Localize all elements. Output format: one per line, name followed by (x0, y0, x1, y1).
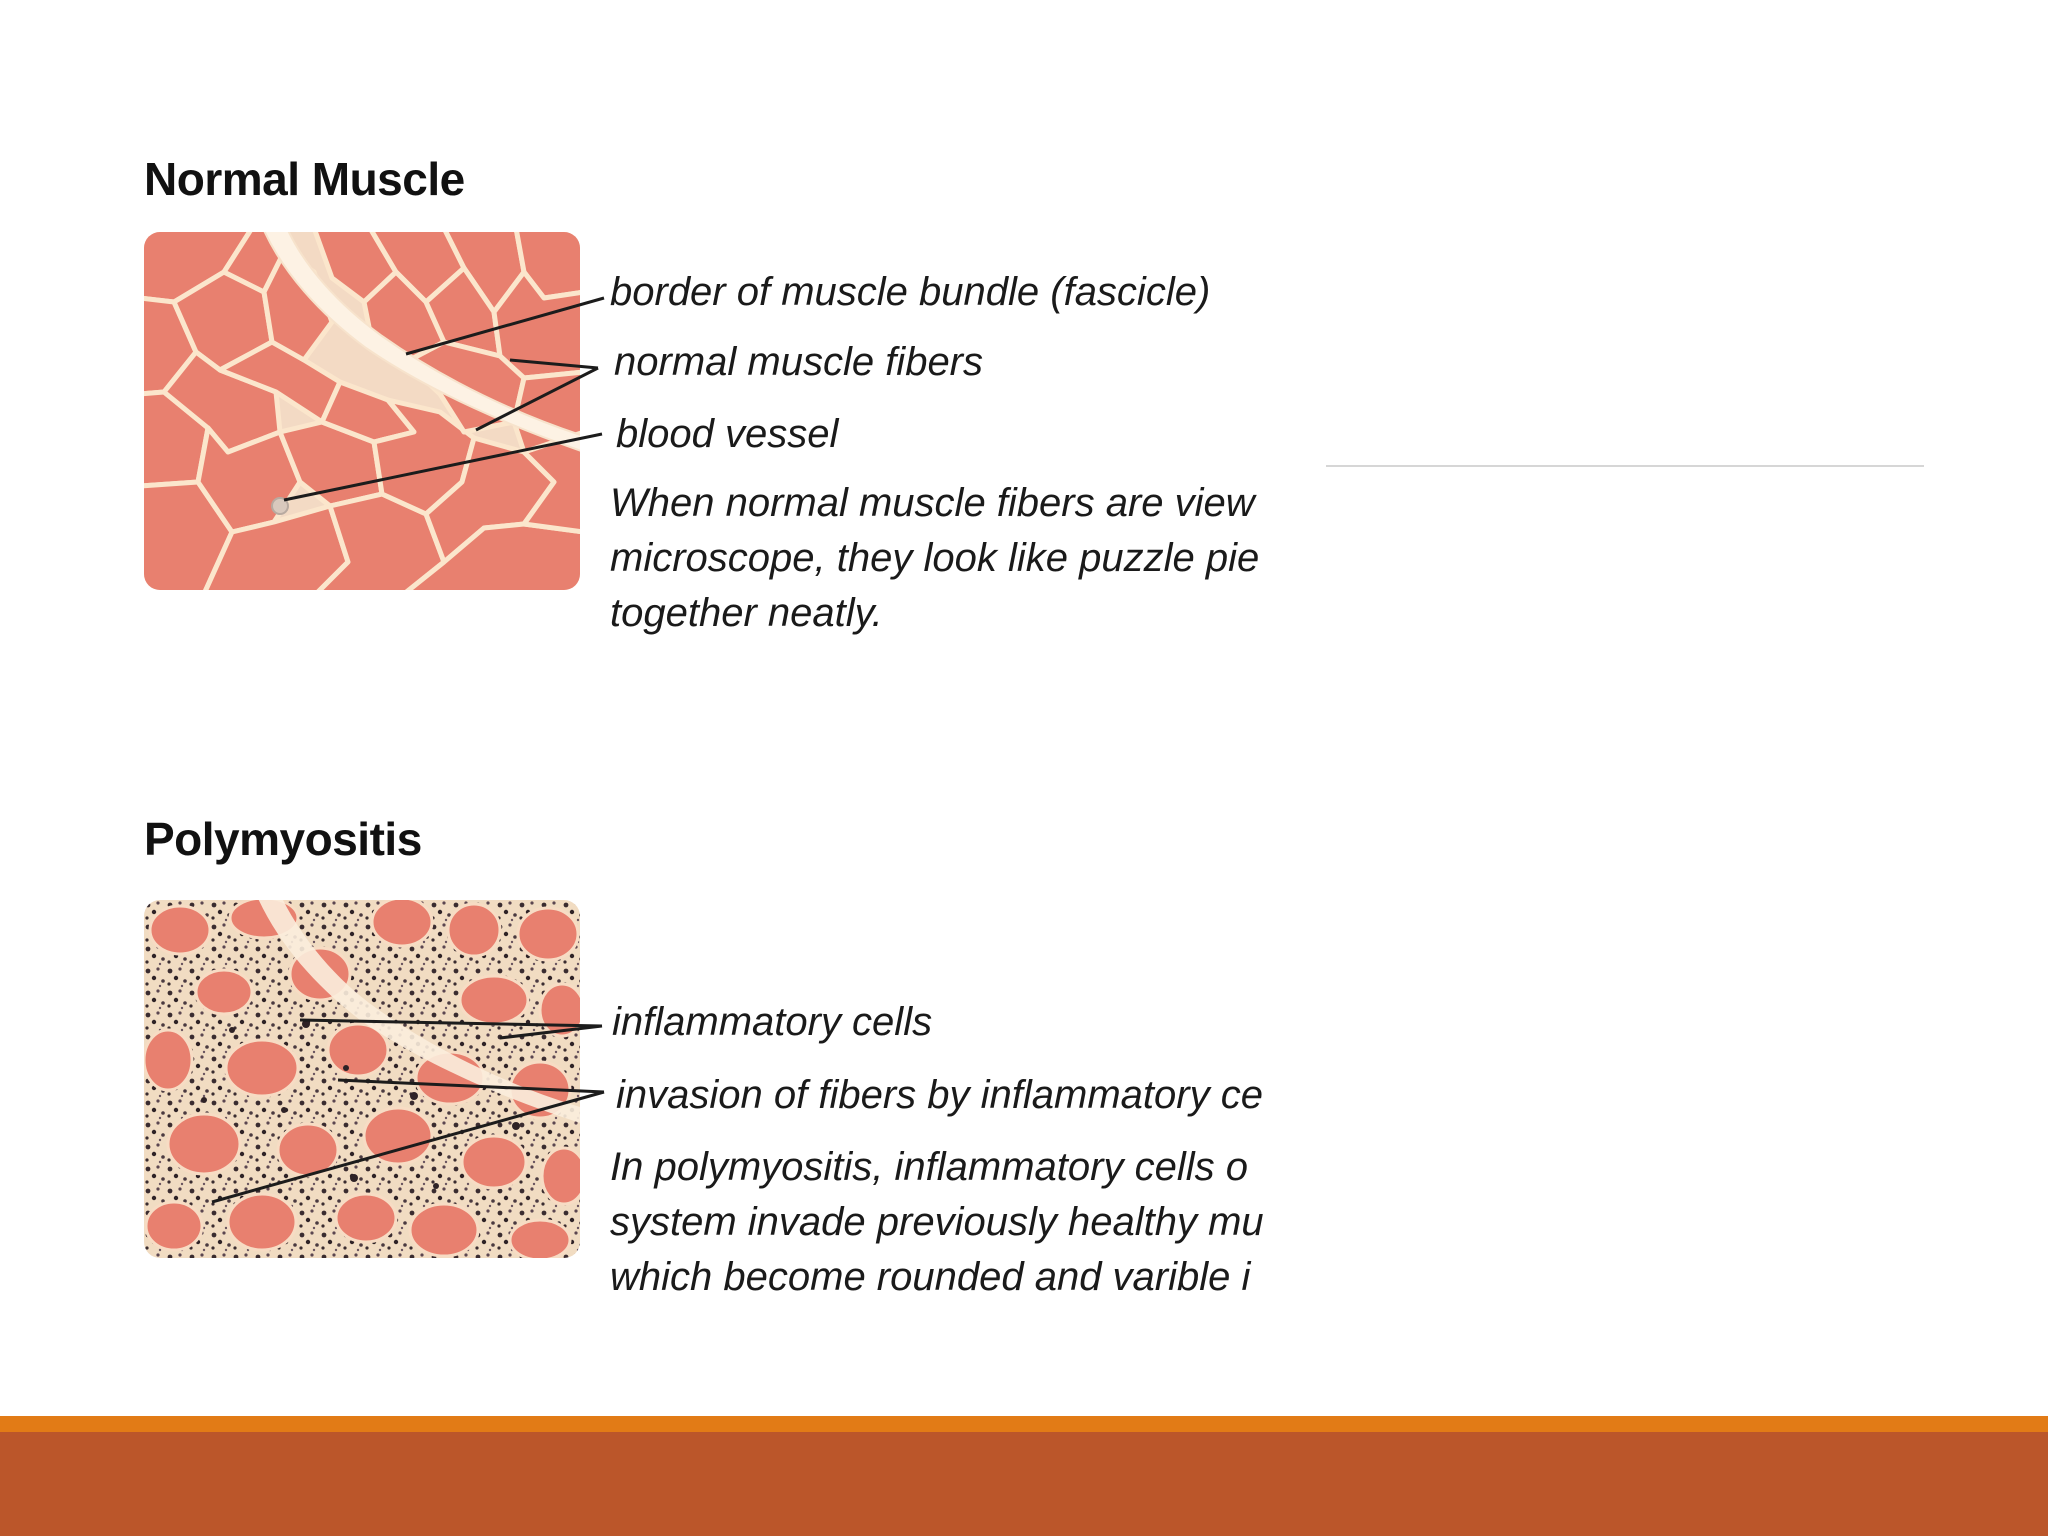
caption-line: microscope, they look like puzzle pie (610, 536, 1260, 580)
caption-line: together neatly. (610, 591, 883, 635)
label-invasion-wrap (610, 1068, 1268, 1123)
polymyositis-diagram (144, 900, 580, 1258)
normal-muscle-diagram (144, 232, 580, 590)
divider-line (1326, 465, 1924, 467)
caption-line: In polymyositis, inflammatory cells o (610, 1145, 1248, 1189)
normal-muscle-caption (610, 476, 1268, 641)
caption-line: which become rounded and varible i (610, 1255, 1251, 1299)
footer-accent-strip (0, 1416, 2048, 1432)
label-blood-vessel: blood vessel (616, 412, 839, 456)
label-fascicle-border: border of muscle bundle (fascicle) (610, 270, 1211, 314)
normal-muscle-title: Normal Muscle (144, 153, 465, 205)
label-inflammatory-cells: inflammatory cells (612, 1000, 933, 1044)
caption-line: system invade previously healthy mu (610, 1200, 1264, 1244)
polymyositis-title: Polymyositis (144, 813, 422, 865)
polymyositis-caption (610, 1140, 1268, 1305)
label-fiber-invasion: invasion of fibers by inflammatory ce (616, 1073, 1263, 1117)
caption-line: When normal muscle fibers are view (610, 481, 1255, 525)
footer-bar (0, 1432, 2048, 1536)
label-normal-fibers: normal muscle fibers (614, 340, 984, 384)
